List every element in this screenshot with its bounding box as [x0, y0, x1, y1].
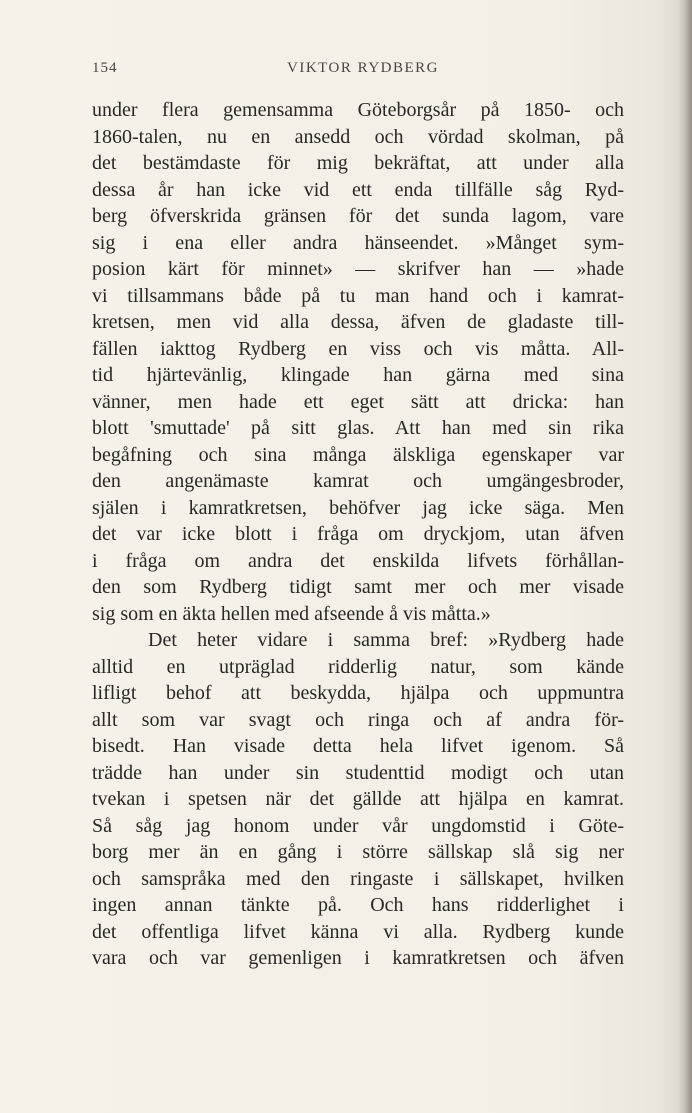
text-line: det var icke blott i fråga om dryckjom, utan äfven [92, 523, 624, 545]
text-line: sig som en äkta hellen med afseende å vis måtta.» [92, 602, 491, 625]
page-number: 154 [92, 60, 118, 76]
text-line: vänner, men hade ett eget sätt att dricka: han [92, 390, 624, 413]
text-line: ingen annan tänkte på. Och hans ridderlighet i [92, 894, 624, 916]
page-header [92, 60, 612, 86]
text-line: kretsen, men vid alla dessa, äfven de gladaste till- [92, 311, 624, 333]
text-line: blott 'smuttade' på sitt glas. Att han med sin rika [92, 417, 624, 439]
text-line: 1860-talen, nu en ansedd och vördad skolman, på [92, 125, 624, 148]
text-line: i fråga om andra det enskilda lifvets förhållan- [92, 549, 624, 572]
text-line: och samspråka med den ringaste i sällskapet, hvilken [92, 867, 624, 890]
text-line: begåfning och sina många älskliga egenskaper var [92, 443, 624, 466]
text-line: vara och var gemenligen i kamratkretsen och äfven [92, 947, 624, 969]
text-line: alltid en utpräglad ridderlig natur, som kände [92, 655, 624, 678]
text-line: den angenämaste kamrat och umgängesbroder, [92, 470, 624, 492]
text-line: lifligt behof att beskydda, hjälpa och uppmuntra [92, 682, 624, 704]
text-line: allt som var svagt och ringa och af andra för- [92, 708, 624, 731]
text-line: berg öfverskrida gränsen för det sunda lagom, vare [92, 205, 624, 227]
text-line: borg mer än en gång i större sällskap slå sig ner [92, 841, 624, 863]
text-line: det bestämdaste för mig bekräftat, att under alla [92, 152, 624, 174]
text-line: vi tillsammans både på tu man hand och i kamrat- [92, 284, 624, 307]
page-edge-shadow [678, 0, 692, 1113]
text-line: Så såg jag honom under vår ungdomstid i Göte- [92, 814, 624, 837]
text-line: Det heter vidare i samma bref: »Rydberg hade [148, 629, 624, 651]
body-text [92, 97, 624, 972]
text-line: bisedt. Han visade detta hela lifvet igenom. Så [92, 735, 624, 757]
text-line: trädde han under sin studenttid modigt och utan [92, 761, 624, 784]
text-line: fällen iakttog Rydberg en viss och vis måtta. All- [92, 337, 624, 360]
text-line: posion kärt för minnet» — skrifver han — »hade [92, 258, 624, 280]
text-line: själen i kamratkretsen, behöfver jag icke säga. Men [92, 496, 624, 519]
text-line: dessa år han icke vid ett enda tillfälle såg Ryd- [92, 178, 624, 201]
text-line: det offentliga lifvet känna vi alla. Rydberg kunde [92, 920, 624, 943]
text-line: den som Rydberg tidigt samt mer och mer visade [92, 576, 624, 598]
text-line: tid hjärtevänlig, klingade han gärna med sina [92, 364, 624, 386]
text-line: tvekan i spetsen när det gällde att hjälpa en kamrat. [92, 788, 624, 810]
text-line: sig i ena eller andra hänseendet. »Månget sym- [92, 231, 624, 254]
running-head: VIKTOR RYDBERG [287, 60, 439, 76]
text-line: under flera gemensamma Göteborgsår på 1850- och [92, 99, 624, 121]
